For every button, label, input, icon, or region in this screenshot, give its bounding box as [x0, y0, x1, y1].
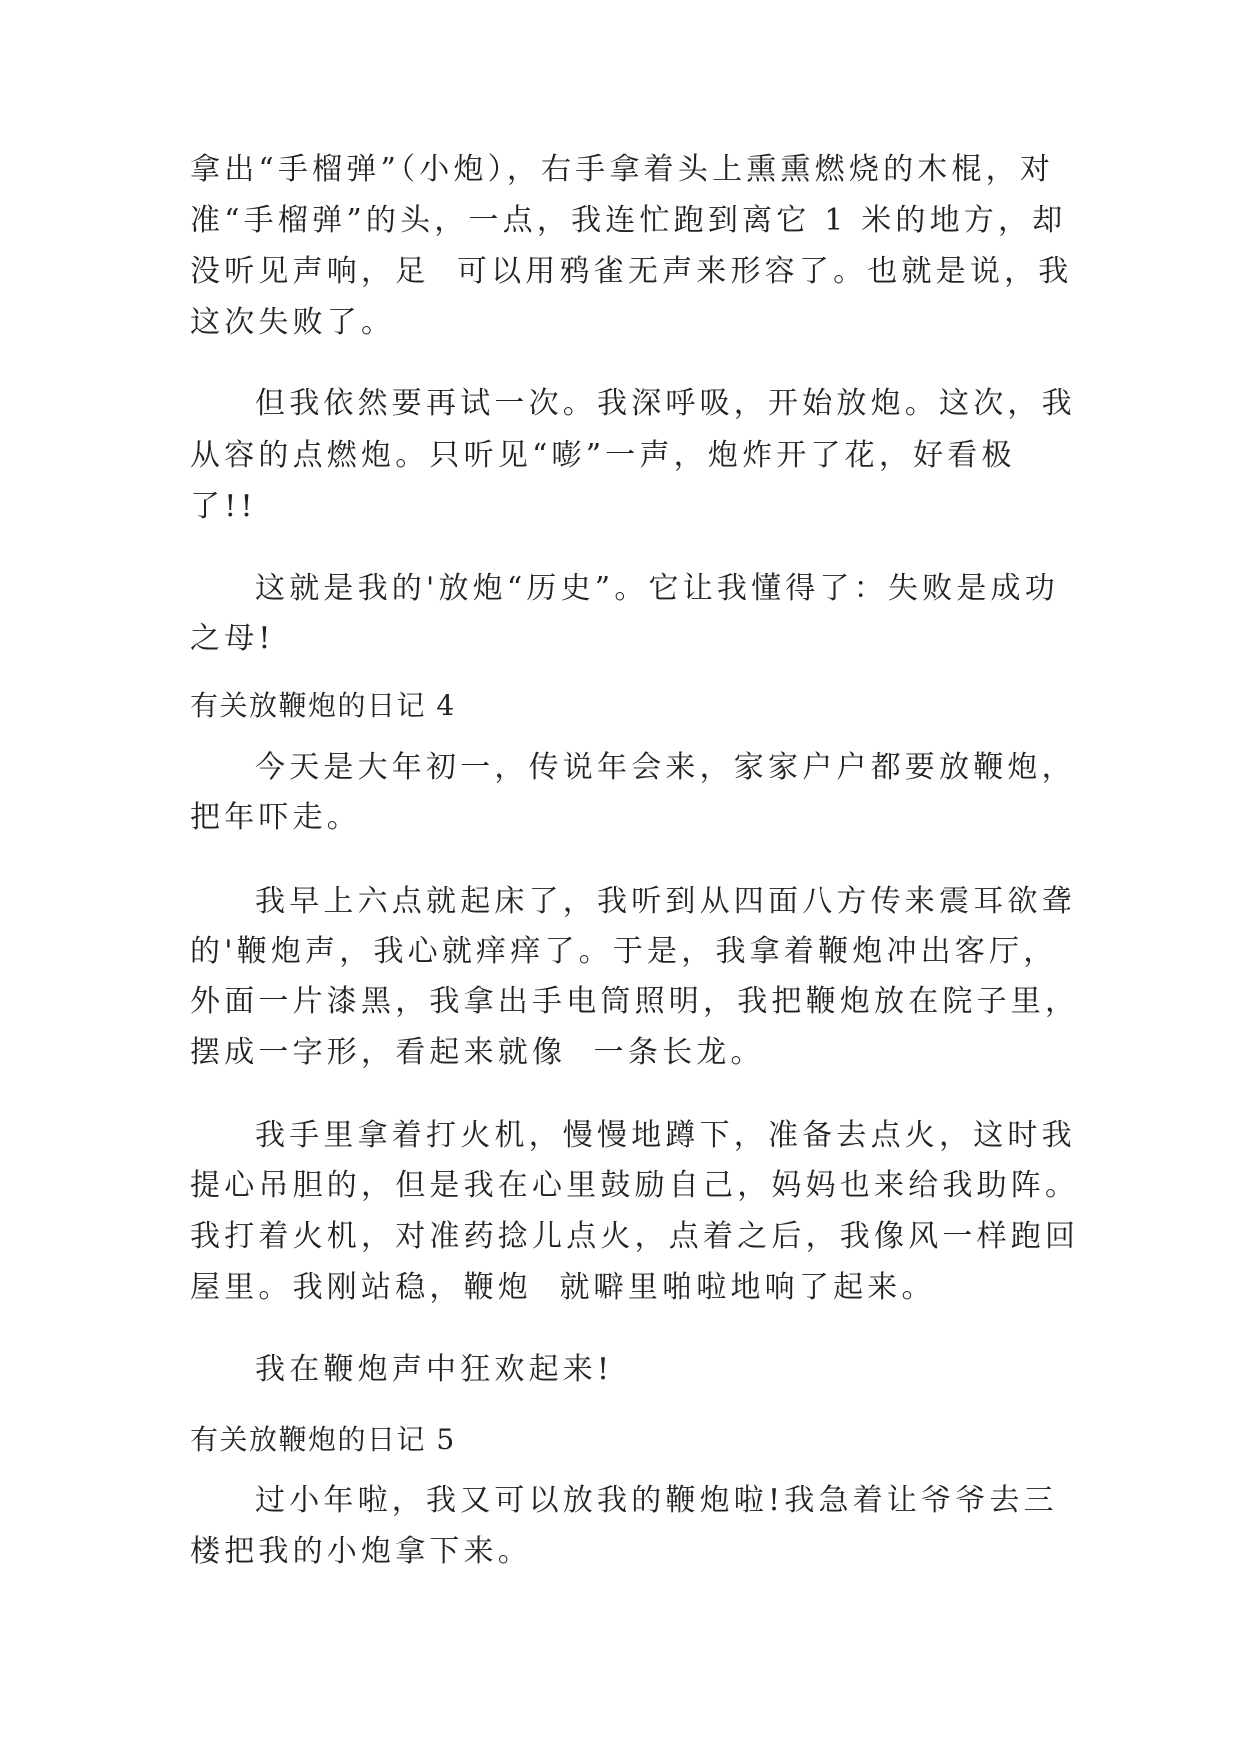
paragraph-line: 之母!	[190, 621, 275, 656]
paragraph-line: 摆成一字形，看起来就像 一条长龙。	[190, 1035, 765, 1070]
paragraph-line: 把年吓走。	[190, 800, 361, 835]
paragraph-line: 过小年啦，我又可以放我的鞭炮啦!我急着让爷爷去三	[255, 1483, 1058, 1518]
paragraph-line: 提心吊胆的，但是我在心里鼓励自己，妈妈也来给我助阵。	[190, 1168, 1080, 1203]
paragraph-line: 的'鞭炮声，我心就痒痒了。于是，我拿着鞭炮冲出客厅，	[190, 934, 1058, 969]
paragraph-line: 我打着火机，对准药捻儿点火，点着之后，我像风一样跑回	[190, 1219, 1080, 1254]
paragraph-line: 这就是我的'放炮“历史”。它让我懂得了：失败是成功	[255, 571, 1059, 606]
paragraph-line: 外面一片漆黑，我拿出手电筒照明，我把鞭炮放在院子里，	[190, 984, 1080, 1019]
section-heading: 有关放鞭炮的日记 4	[190, 689, 456, 722]
paragraph-line: 但我依然要再试一次。我深呼吸，开始放炮。这次，我	[255, 386, 1076, 421]
paragraph-line: 我手里拿着打火机，慢慢地蹲下，准备去点火，这时我	[255, 1118, 1076, 1153]
section-heading: 有关放鞭炮的日记 5	[190, 1423, 456, 1456]
paragraph-line: 我在鞭炮声中狂欢起来!	[255, 1352, 614, 1387]
paragraph-line: 拿出“手榴弹”（小炮），右手拿着头上熏熏燃烧的木棍，对	[190, 152, 1055, 187]
paragraph-line: 没听见声响，足 可以用鸦雀无声来形容了。也就是说，我	[190, 254, 1073, 289]
paragraph-line: 今天是大年初一，传说年会来，家家户户都要放鞭炮，	[255, 750, 1076, 785]
paragraph-line: 我早上六点就起床了，我听到从四面八方传来震耳欲聋	[255, 884, 1076, 919]
paragraph-line: 了!!	[190, 489, 257, 524]
paragraph-line: 屋里。我刚站稳，鞭炮 就噼里啪啦地响了起来。	[190, 1270, 936, 1305]
paragraph-line: 从容的点燃炮。只听见“嘭”一声，炮炸开了花，好看极	[190, 438, 1016, 473]
paragraph-line: 这次失败了。	[190, 305, 396, 340]
paragraph-line: 楼把我的小炮拿下来。	[190, 1534, 532, 1569]
paragraph-line: 准“手榴弹”的头，一点，我连忙跑到离它 1 米的地方，却	[190, 203, 1067, 238]
